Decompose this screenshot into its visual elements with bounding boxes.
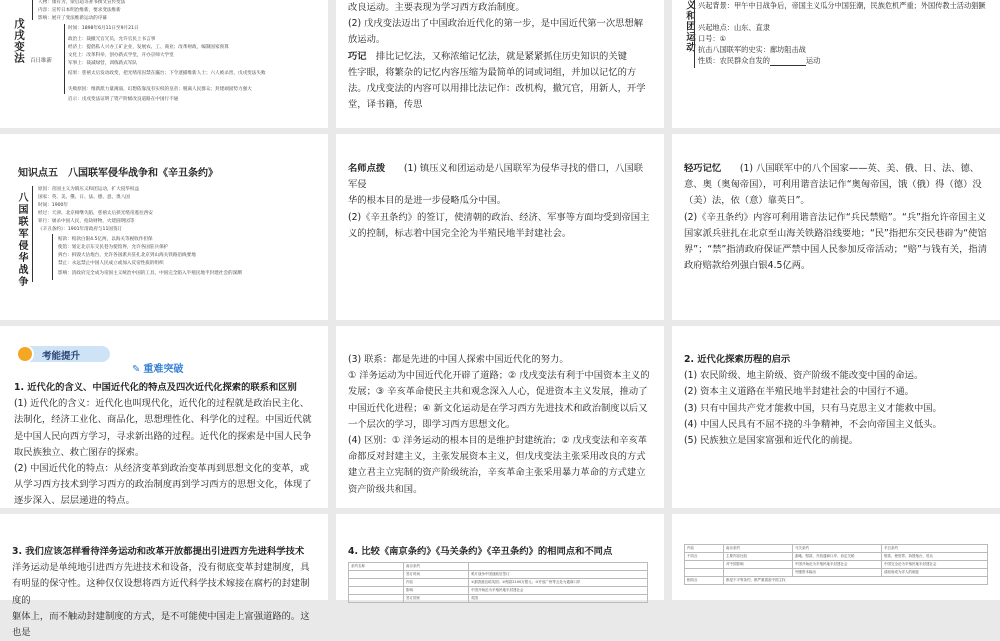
section-heading: 2. 近代化探索历程的启示 bbox=[684, 354, 791, 365]
list-item: (3) 只有中国共产党才能救中国，只有马克思主义才能救中国。 bbox=[684, 402, 942, 414]
mindmap-line: 人物：康有为、梁启超等著书撰文宣传变法 bbox=[38, 0, 126, 5]
paragraph: 改良运动。主要表现为学习西方政治制度。 bbox=[348, 2, 525, 13]
mindmap-line: 内容：宣传日本明治维新，要求变法维新 bbox=[38, 8, 121, 13]
list-item: (5) 民族独立是国家富强和近代化的前提。 bbox=[684, 435, 859, 447]
section-badge bbox=[18, 346, 110, 362]
mindmap-line: 原因：帝国主义为镇压义和团运动，扩大侵华权益 bbox=[38, 187, 140, 192]
slide-wuxu-notes bbox=[336, 0, 664, 128]
table-row: 不同点 主要内容比较 割地、赔款、开放通商口岸、协定关税 赔款、使馆界、拆毁炮台、驻兵 bbox=[685, 553, 988, 561]
fill-blank bbox=[770, 56, 806, 66]
pen-icon: ✎ bbox=[132, 364, 141, 375]
label-qiaoji: 巧记 bbox=[348, 50, 367, 62]
slide-qingqiao bbox=[672, 134, 1000, 320]
slide-mingshi bbox=[336, 134, 664, 320]
paragraph: 洋务运动是单纯地引进西方先进技术和设备，没有彻底变革封建制度，具有明显的保守性。这种仅仅设想将西方近代科学技术嫁接在腐朽的封建制度的 bbox=[12, 562, 310, 606]
mindmap-line: 政治上：裁撤冗官冗员，允许官民上书言事 bbox=[68, 37, 156, 42]
focus-heading: ✎ 重难突破 bbox=[132, 364, 184, 375]
mindmap-line: 军事上：裁减绿营，训练新式军队 bbox=[68, 61, 137, 66]
paragraph: (2)《辛丑条约》的签订，使清朝的政治、经济、军事等方面均受到帝国主义的控制，标志着中国完全沦为半殖民地半封建社会。 bbox=[348, 211, 650, 239]
paragraph: (4) 区别：① 洋务运动的根本目的是维护封建统治；② 戊戌变法和辛亥革命都反对封建主义，主张发展资本主义，但戊戌变法主张采用改良的方式建立君主立宪制的资产阶级统治，辛亥革命主张采用暴力革命的方式建立资产阶级共和国。 bbox=[348, 435, 648, 495]
slide-kaoneng bbox=[0, 326, 328, 508]
table-row: 签订时间 鸦片战争中国战败后签订 bbox=[349, 571, 648, 579]
comparison-table bbox=[348, 562, 648, 603]
slide-treaty-compare bbox=[336, 514, 664, 600]
mindmap-line: 结果：慈禧太后发动政变，把光绪帝囚禁在瀛台；下令逮捕维新人士；六人被杀害，戊戌变法失败 bbox=[68, 71, 266, 76]
paragraph: 名师点拨 (1) 镇压义和团运动是八国联军为侵华寻找的借口，八国联军侵 bbox=[348, 163, 644, 191]
bracket bbox=[32, 186, 33, 282]
list-item: (1) 农民阶级、地主阶级、资产阶级不能改变中国的命运。 bbox=[684, 370, 924, 382]
vertical-title-baguo: 八国联军侵华战争 bbox=[16, 192, 27, 288]
slide-yihetuan bbox=[672, 0, 1000, 128]
yihetuan-nature: 性质：农民群众自发的 运动 bbox=[698, 56, 821, 65]
list-item: (2) 资本主义道路在半殖民地半封建社会的中国行不通。 bbox=[684, 386, 914, 398]
mindmap-line: 时间：1900年 bbox=[38, 203, 69, 208]
treaty-table bbox=[684, 544, 988, 585]
mindmap-line: 影响：清政府完全成为帝国主义统治中国的工具，中国完全陷入半殖民地半封建社会的深渊 bbox=[58, 271, 242, 276]
mindmap-line: 经济上：提倡私人兴办工矿企业，发展农、工、商业；改革财政，编制国家预算 bbox=[68, 45, 229, 50]
paragraph: ① 洋务运动为中国近代化开辟了道路；② 戊戌变法有利于中国资本主义的发展；③ 辛亥革命使民主共和观念深入人心，促进资本主义发展，推动了中国近代化进程；④ 新文化运动是在学习西方先进技术和政治制度以后又一个层次的学习，即学习西方思想文化。 bbox=[348, 370, 650, 430]
mindmap-line: 禁止：永远禁止中国人民成立或加入反帝性质的组织 bbox=[58, 261, 164, 266]
sub-title-bairi: 百日维新 bbox=[30, 58, 53, 64]
paragraph: (3) 联系：都是先进的中国人探索中国近代化的努力。 bbox=[348, 354, 569, 365]
section-heading: 4. 比较《南京条约》《马关条约》《辛丑条约》的相同点和不同点 bbox=[348, 546, 613, 557]
paragraph: 性字眼，将繁杂的记忆内容压缩为最简单的词或词组，并加以记忆的方法。戊戌变法的内容可以用排比法记作：改机构，撤冗官，用新人，开学堂，译书籍，传思 bbox=[348, 66, 646, 111]
paragraph: 华的根本目的是进一步侵略瓜分中国。 bbox=[348, 195, 507, 207]
mindmap-line: 使馆：划定北京东交民巷为使馆界，允许各国驻兵保护 bbox=[58, 245, 169, 250]
table-row: 影响 中国开始沦为半殖民地半封建社会 bbox=[349, 587, 648, 595]
yihetuan-location: 兴起地点：山东、直隶 bbox=[698, 23, 770, 32]
table-row: 对中国影响 中国开始沦为半殖民地半封建社会 中国完全沦为半殖民地半封建社会 bbox=[685, 561, 988, 569]
bracket bbox=[52, 234, 53, 280]
paragraph: 躯体上，而不触动封建制度的方式，是不可能使中国走上富强道路的。这也是 bbox=[12, 610, 310, 639]
table-row: 内容 ①割香港岛给英国；②赔款2100万银元；③开放广州等五处为通商口岸 bbox=[349, 579, 648, 587]
bracket bbox=[694, 0, 695, 68]
bracket bbox=[32, 0, 33, 20]
paragraph: 轻巧记忆 (1) 八国联军中的八个国家——英、美、俄、日、法、德、意、奥（奥匈帝国），可利用谐音法记作“奥匈帝国，饿（俄）得（德）没（美）法，依（意）靠英日”。 bbox=[684, 163, 982, 207]
paragraph: (2) 中国近代化的特点：从经济变革到政治变革再到思想文化的变革，或从学习西方技术到学习西方的政治制度再到学习西方的思想文化，体现了逐步深入、层层递进的特点。 bbox=[14, 463, 312, 507]
yihetuan-resistance: 抗击八国联军的史实：廊坊阻击战 bbox=[698, 45, 806, 54]
slide-yangwu-gaige bbox=[0, 514, 328, 639]
paragraph: (1) 近代化的含义：近代化也叫现代化，近代化的过程就是政治民主化、法制化，经济工业化、商品化，思想理性化、科学化的过程。中国近代就是中国人民向西方学习，寻求新出路的过程。近代化的探索是中国人民争取民族独立、救亡图存的探索。 bbox=[14, 398, 312, 458]
mindmap-line: 罪行：屠杀中国人民，抢劫财物，火烧圆明园等 bbox=[38, 219, 135, 224]
table-row: 相同点 都是不平等条约，都严重损害中国主权 bbox=[685, 577, 988, 585]
table-row: 条约名称 南京条约 bbox=[349, 563, 648, 571]
slide-lianxi-qubie bbox=[336, 326, 664, 508]
mindmap-line: 文化上：改革科举，创办新式学堂，开办京师大学堂 bbox=[68, 53, 174, 58]
mindmap-line: 失败原因：维新派力量薄弱，幻想依靠没有实权的皇帝；脱离人民群众；封建顽固势力强大 bbox=[68, 87, 252, 92]
paragraph: (2)《辛丑条约》内容可利用谐音法记作“兵民禁赔”。“兵”指允许帝国主义国家派兵驻扎在北京至山海关铁路沿线要地；“民”指把东交民巷辟为“使馆界”；“禁”指清政府保证严禁中国人民参加反帝活动；“赔”与钱有关，指清政府赔款给列强白银4.5亿两。 bbox=[684, 211, 987, 272]
mindmap-line: 启示：戊戌变法证明了资产阶级改良道路在中国行不通 bbox=[68, 97, 179, 102]
table-row: 内容 南京条约 马关条约 辛丑条约 bbox=[685, 545, 988, 553]
label-qingqiao: 轻巧记忆 bbox=[684, 163, 722, 174]
slide-title-wuxu: 戊戌变法 bbox=[13, 18, 25, 64]
table-row: 列强资本输出 清政府成为洋人的朝廷 bbox=[685, 569, 988, 577]
paragraph: 巧记 排比记忆法，又称浓缩记忆法，就是紧紧抓住历史知识的关键 bbox=[348, 50, 627, 62]
mindmap-line: 《辛丑条约》：1901年清政府与11国签订 bbox=[38, 227, 123, 232]
slide-qishi bbox=[672, 326, 1000, 508]
badge-dot-icon bbox=[16, 345, 34, 363]
slide-wuxu-mindmap bbox=[0, 0, 328, 128]
mindmap-line: 时间：1898年6月11日至9月21日 bbox=[68, 26, 139, 31]
slide-baguo-mindmap bbox=[0, 134, 328, 320]
bracket bbox=[64, 24, 65, 94]
badge-label: 考能提升 bbox=[42, 351, 81, 362]
section-heading: 3. 我们应该怎样看待洋务运动和改革开放都提出引进西方先进科学技术 bbox=[12, 546, 305, 557]
yihetuan-slogan: 口号：① bbox=[698, 34, 727, 43]
yihetuan-background: 兴起背景：甲午中日战争后，帝国主义瓜分中国狂潮，民族危机严重；外国传教士活动猖獗 bbox=[698, 1, 986, 10]
mindmap-line: 拆台：拆毁大沽炮台，允许各国派兵驻扎北京到山海关铁路沿线要地 bbox=[58, 253, 196, 258]
list-item: (4) 中国人民具有不屈不挠的斗争精神，不会向帝国主义低头。 bbox=[684, 418, 942, 430]
label-mingshi: 名师点拨 bbox=[348, 163, 386, 174]
mindmap-line: 国家：英、美、俄、日、法、德、意、奥八国 bbox=[38, 195, 130, 200]
mindmap-line: 经过：天津、北京相继失陷，慈禧太后挟光绪帝逃往西安 bbox=[38, 211, 153, 216]
section-heading: 1. 近代化的含义、中国近代化的特点及四次近代化探索的联系和区别 bbox=[14, 382, 297, 393]
paragraph: (2) 戊戌变法迈出了中国政治近代化的第一步，是中国近代第一次思想解放运动。 bbox=[348, 18, 644, 46]
knowledge-point-heading: 知识点五 八国联军侵华战争和《辛丑条约》 bbox=[18, 168, 218, 179]
slide-treaty-table bbox=[672, 514, 1000, 600]
slide-title-yihetuan: 义和团运动 bbox=[684, 0, 695, 53]
mindmap-line: 赔款：赔款白银4.5亿两，以海关等税收作担保 bbox=[58, 237, 153, 242]
table-row: 签订国家 英国 bbox=[349, 595, 648, 603]
mindmap-line: 影响：展开了变法维新运动的序幕 bbox=[38, 16, 107, 21]
